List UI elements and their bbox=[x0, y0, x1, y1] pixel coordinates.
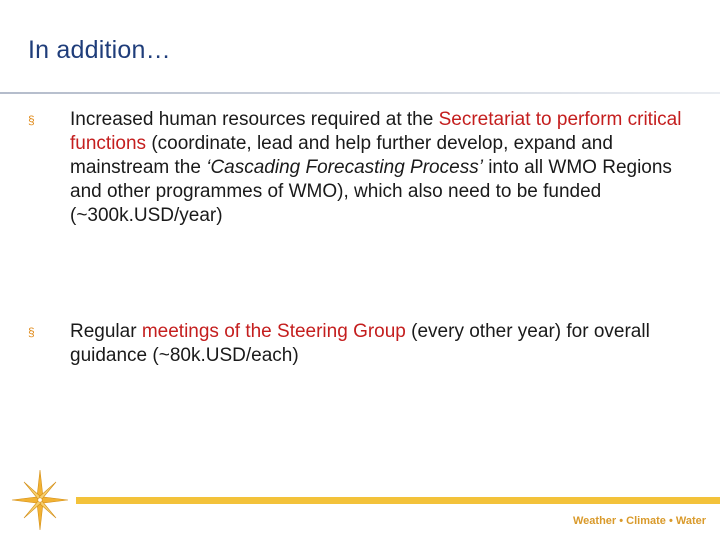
compass-star-icon bbox=[10, 468, 70, 532]
footer-bar bbox=[76, 497, 720, 504]
bullet-text-2 bbox=[70, 320, 700, 368]
page-title: In addition… bbox=[28, 36, 171, 64]
bullet-2-text: Regular bbox=[70, 321, 142, 342]
bullet-text-1 bbox=[70, 108, 700, 228]
bullet-1-text: Increased human resources required at the bbox=[70, 109, 439, 130]
bullet-1-text: into all WMO Regions and other programmes of WMO), which also need to be funded (~300k.USD/year) bbox=[70, 157, 672, 226]
footer-tagline: Weather • Climate • Water bbox=[572, 515, 706, 527]
bullet-2-text: (every other year) for overall guidance (~80k.USD/each) bbox=[70, 321, 650, 366]
bullet-1-text: (coordinate, lead and help further develop, expand and mainstream the bbox=[70, 133, 613, 178]
bullet-2-highlight: meetings of the Steering Group bbox=[141, 321, 406, 342]
bullet-marker: § bbox=[28, 325, 35, 339]
title-divider bbox=[0, 92, 720, 94]
bullet-1-highlight: Secretariat to perform critical functions bbox=[70, 109, 682, 154]
bullet-1-italic: ‘Cascading Forecasting Process’ bbox=[206, 157, 483, 178]
bullet-marker: § bbox=[28, 113, 35, 127]
